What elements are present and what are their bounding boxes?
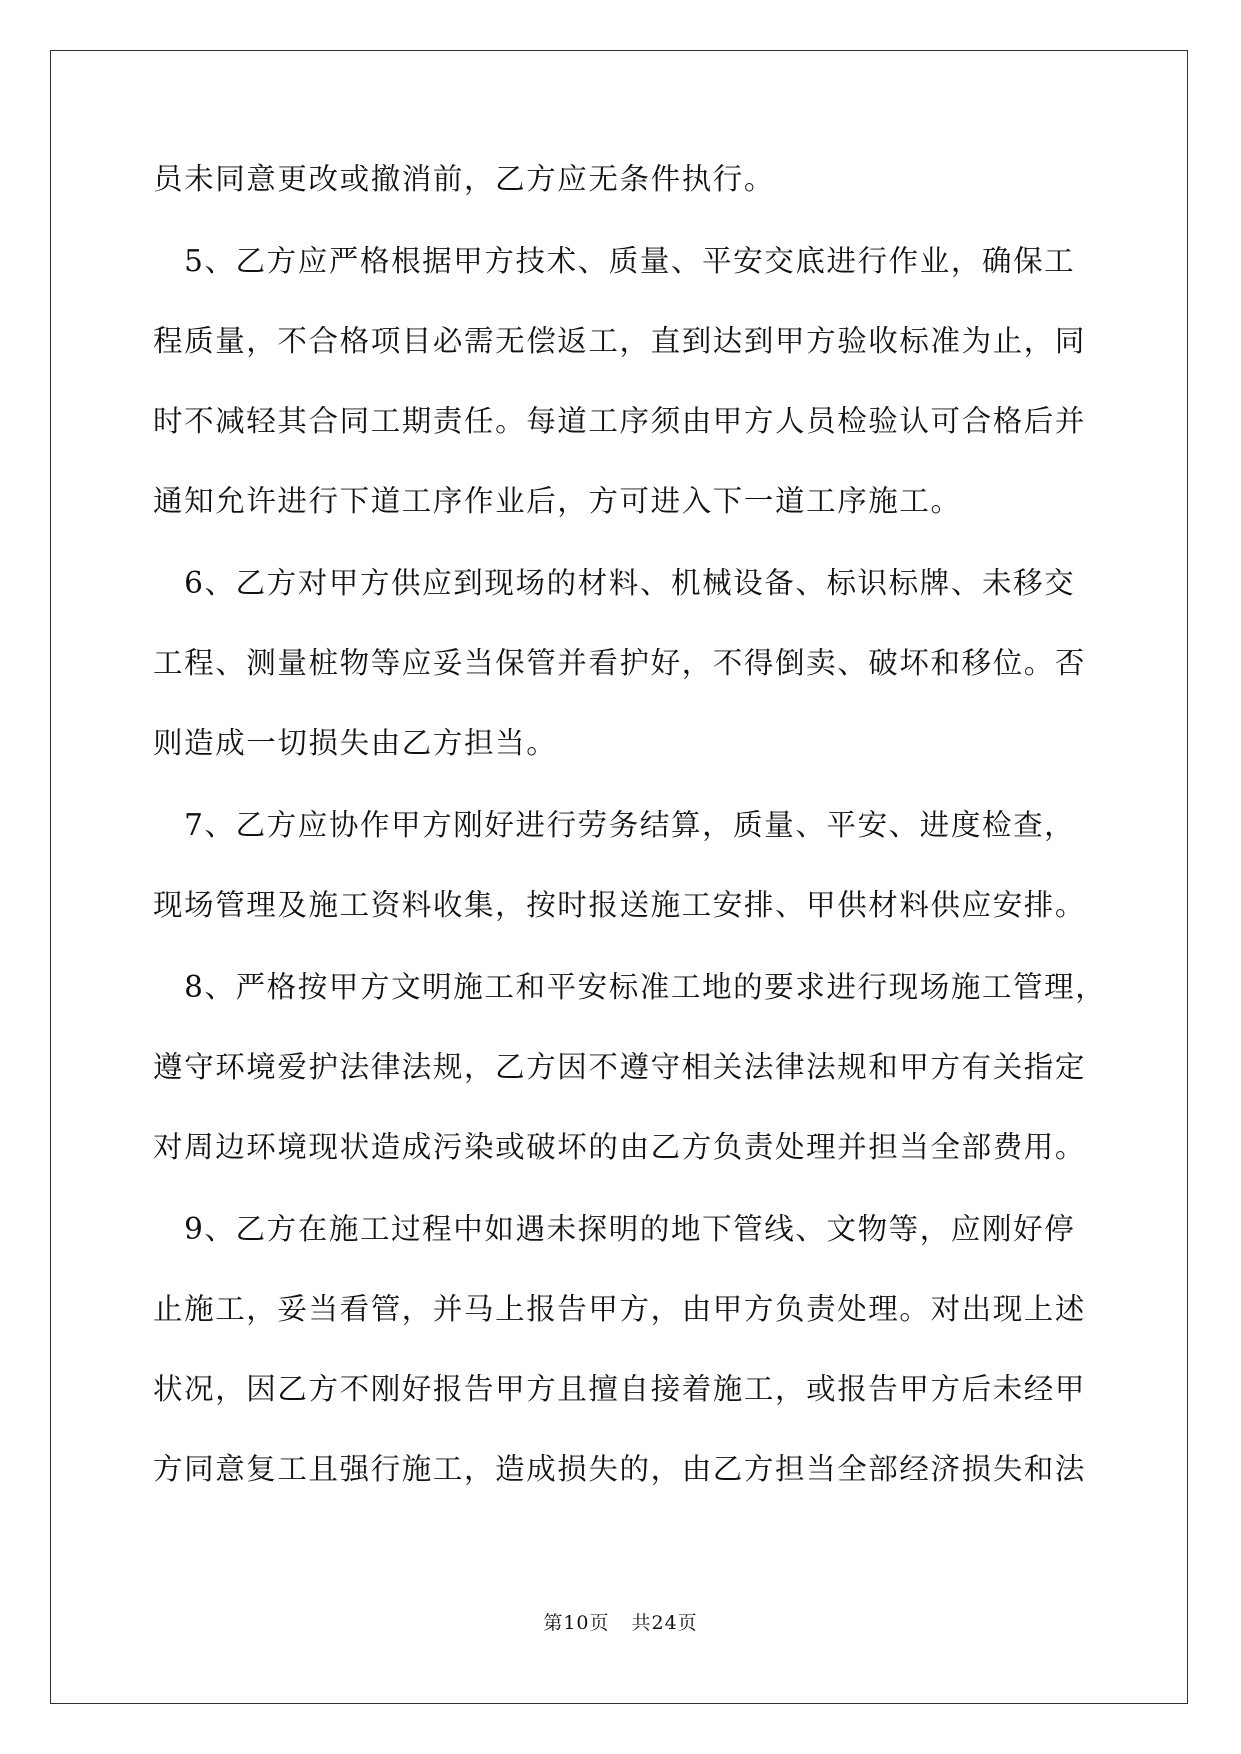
text-line: 时不减轻其合同工期责任。每道工序须由甲方人员检验认可合格后并 bbox=[153, 404, 1087, 438]
text-line: 9、乙方在施工过程中如遇未探明的地下管线、文物等，应刚好停 bbox=[153, 1212, 1076, 1246]
text-line: 止施工，妥当看管，并马上报告甲方，由甲方负责处理。对出现上述 bbox=[153, 1292, 1087, 1326]
text-line: 现场管理及施工资料收集，按时报送施工安排、甲供材料供应安排。 bbox=[153, 888, 1087, 922]
page-total: 共24页 bbox=[631, 1612, 698, 1634]
page-number: 第10页 bbox=[543, 1612, 610, 1634]
text-line: 员未同意更改或撤消前，乙方应无条件执行。 bbox=[153, 162, 776, 196]
document-body bbox=[153, 162, 1107, 1486]
text-line: 5、乙方应严格根据甲方技术、质量、平安交底进行作业，确保工 bbox=[153, 244, 1076, 278]
text-line: 6、乙方对甲方供应到现场的材料、机械设备、标识标牌、未移交 bbox=[153, 566, 1076, 600]
text-line: 工程、测量桩物等应妥当保管并看护好，不得倒卖、破坏和移位。否 bbox=[153, 646, 1087, 680]
text-line: 程质量，不合格项目必需无偿返工，直到达到甲方验收标准为止，同 bbox=[153, 324, 1087, 358]
text-line: 则造成一切损失由乙方担当。 bbox=[153, 726, 558, 760]
text-line: 状况，因乙方不刚好报告甲方且擅自接着施工，或报告甲方后未经甲 bbox=[153, 1372, 1087, 1406]
text-line: 对周边环境现状造成污染或破坏的由乙方负责处理并担当全部费用。 bbox=[153, 1130, 1087, 1164]
text-line: 方同意复工且强行施工，造成损失的，由乙方担当全部经济损失和法 bbox=[153, 1452, 1087, 1486]
text-line: 遵守环境爱护法律法规，乙方因不遵守相关法律法规和甲方有关指定 bbox=[153, 1050, 1087, 1084]
text-line: 通知允许进行下道工序作业后，方可进入下一道工序施工。 bbox=[153, 484, 962, 518]
text-line: 8、严格按甲方文明施工和平安标准工地的要求进行现场施工管理， bbox=[153, 970, 1107, 1004]
page-footer bbox=[0, 1612, 1241, 1634]
text-line: 7、乙方应协作甲方刚好进行劳务结算，质量、平安、进度检查， bbox=[153, 808, 1076, 842]
